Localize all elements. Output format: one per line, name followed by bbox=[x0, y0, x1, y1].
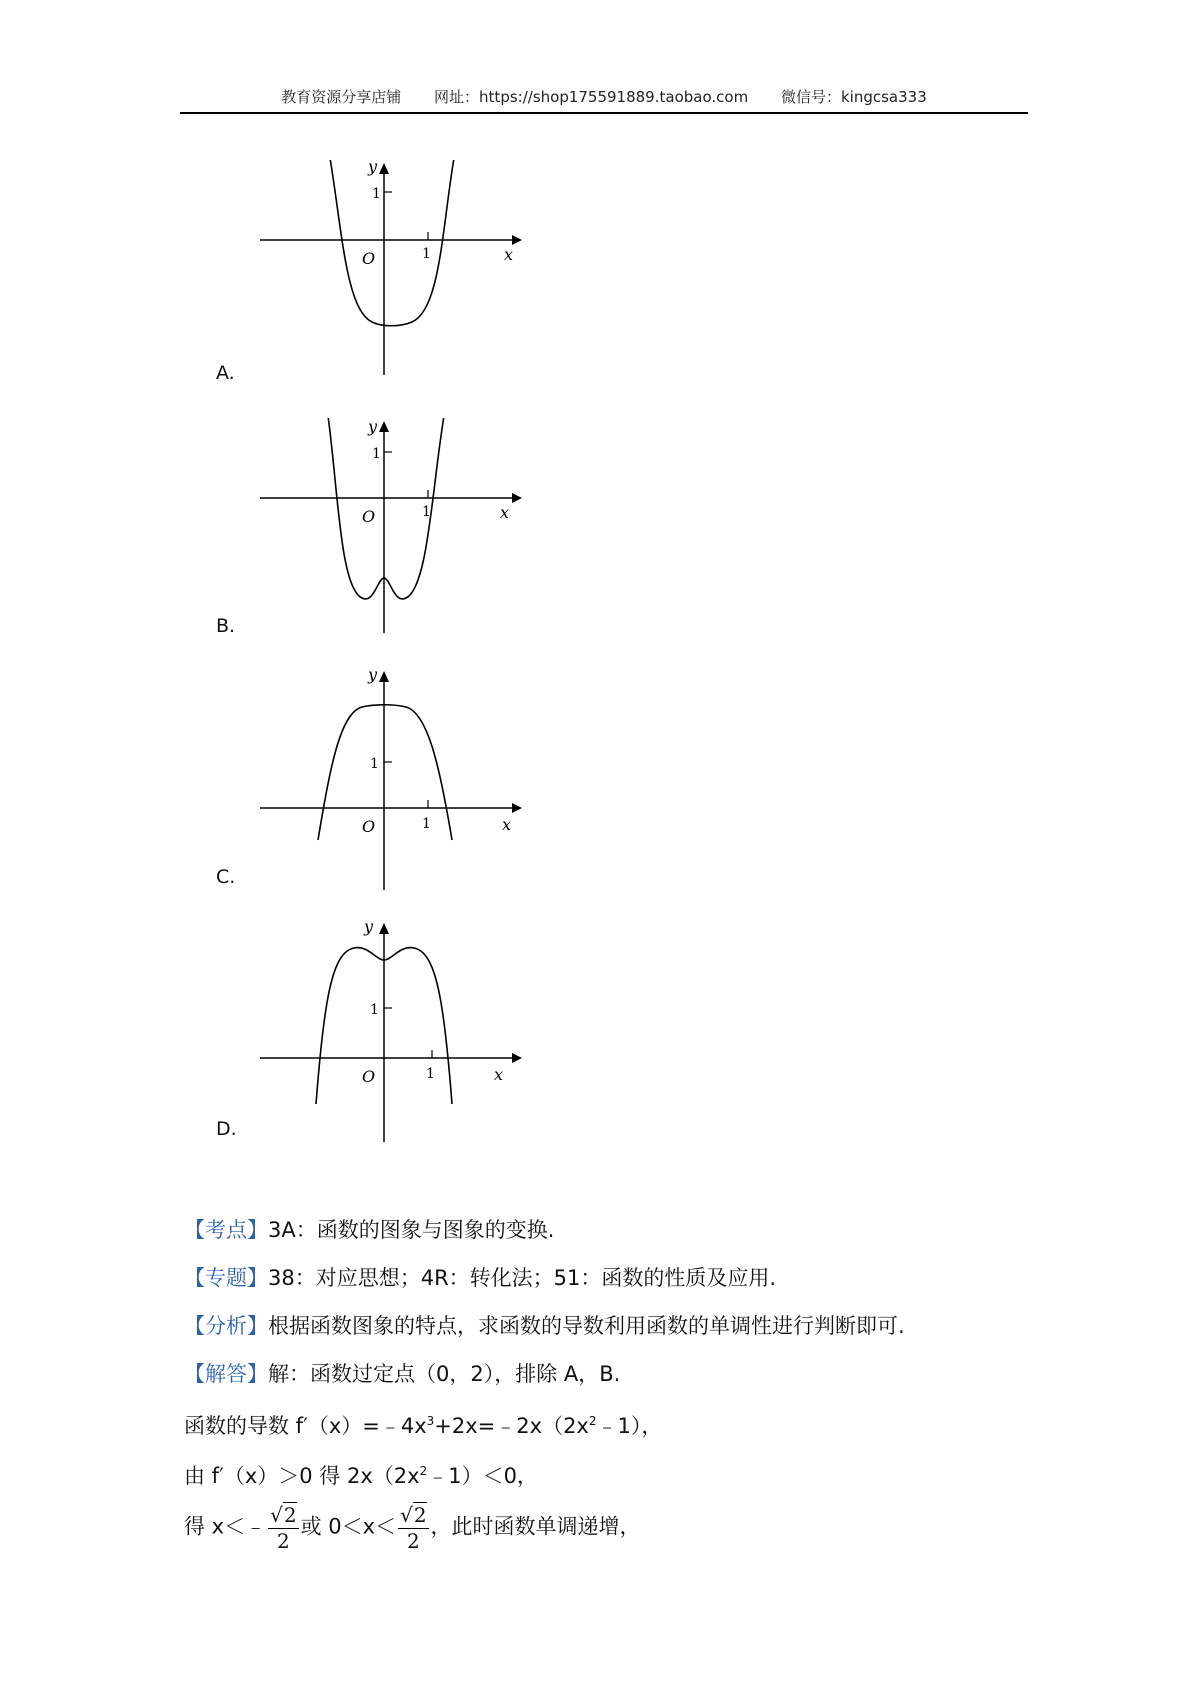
x-axis-label: x bbox=[494, 1065, 504, 1084]
interval-text-b: 或 0＜x＜ bbox=[300, 1514, 397, 1539]
x-axis-label: x bbox=[504, 245, 514, 264]
kaodian-line bbox=[184, 1214, 554, 1244]
option-b-label: B. bbox=[216, 615, 236, 637]
fenxi-line bbox=[184, 1310, 905, 1340]
inequality-text-b: ﹣1）＜0， bbox=[427, 1464, 538, 1488]
sqrt2-over-2-fraction: $\frac{√2}{2}$ bbox=[400, 1503, 427, 1553]
x-tick-one: 1 bbox=[422, 816, 431, 832]
graph-option-d bbox=[250, 920, 530, 1145]
graph-option-a bbox=[250, 160, 530, 380]
graph-option-b bbox=[250, 418, 530, 638]
y-axis-label: y bbox=[368, 418, 378, 436]
graph-a-svg bbox=[250, 160, 530, 380]
origin-label: O bbox=[362, 817, 376, 836]
zhuanti-line bbox=[184, 1262, 776, 1292]
jieda-text: 解：函数过定点（0，2），排除 A，B. bbox=[268, 1362, 621, 1386]
sqrt2-over-2-fraction: $\frac{√2}{2}$ bbox=[270, 1503, 297, 1553]
y-tick-one: 1 bbox=[370, 1002, 379, 1018]
exponent-2: 2 bbox=[588, 1414, 597, 1428]
exponent-3: 3 bbox=[426, 1414, 435, 1428]
kaodian-tag: 【考点】 bbox=[184, 1218, 268, 1242]
option-c-label: C. bbox=[216, 866, 236, 888]
origin-label: O bbox=[362, 249, 376, 268]
derivative-line bbox=[184, 1410, 662, 1440]
fraction-denominator: 2 bbox=[406, 1529, 420, 1553]
zhuanti-text: 38：对应思想；4R：转化法；51：函数的性质及应用. bbox=[268, 1266, 777, 1290]
x-axis-label: x bbox=[500, 503, 510, 522]
kaodian-text: 3A：函数的图象与图象的变换. bbox=[268, 1218, 555, 1242]
exponent-2: 2 bbox=[419, 1464, 428, 1478]
y-axis-label: y bbox=[368, 160, 378, 176]
fraction-denominator: 2 bbox=[276, 1529, 290, 1553]
interval-line bbox=[184, 1502, 641, 1553]
x-tick-one: 1 bbox=[422, 504, 431, 520]
graph-b-svg bbox=[250, 418, 530, 638]
y-tick-one: 1 bbox=[372, 446, 381, 462]
option-a-label: A. bbox=[216, 362, 235, 384]
zhuanti-tag: 【专题】 bbox=[184, 1266, 268, 1290]
origin-label: O bbox=[362, 507, 376, 526]
graph-option-c bbox=[250, 668, 530, 893]
option-d-label: D. bbox=[216, 1118, 237, 1140]
y-axis-label: y bbox=[368, 668, 378, 684]
x-axis-label: x bbox=[502, 815, 512, 834]
interval-text-a: 得 x＜﹣ bbox=[184, 1514, 267, 1539]
fenxi-text: 根据函数图象的特点，求函数的导数利用函数的单调性进行判断即可. bbox=[268, 1314, 905, 1338]
inequality-text-a: 由 f′（x）＞0 得 2x（2x bbox=[184, 1464, 420, 1488]
graph-c-svg bbox=[250, 668, 530, 893]
shop-name: 教育资源分享店铺 bbox=[281, 88, 402, 106]
interval-text-c: ，此时函数单调递增， bbox=[430, 1514, 641, 1539]
origin-label: O bbox=[362, 1067, 376, 1086]
graph-d-svg bbox=[250, 920, 530, 1145]
y-axis-label: y bbox=[364, 920, 374, 936]
inequality-line bbox=[184, 1460, 538, 1490]
derivative-text-c: ﹣1）， bbox=[596, 1414, 663, 1438]
fraction-numerator: 2 bbox=[283, 1503, 297, 1527]
x-tick-one: 1 bbox=[422, 246, 431, 262]
page-header bbox=[180, 86, 1028, 114]
derivative-text-a: 函数的导数 f′（x）=﹣4x bbox=[184, 1414, 427, 1438]
shop-url[interactable]: 网址：https://shop175591889.taobao.com bbox=[434, 88, 749, 106]
x-tick-one: 1 bbox=[426, 1066, 435, 1082]
jieda-line bbox=[184, 1358, 620, 1388]
jieda-tag: 【解答】 bbox=[184, 1362, 268, 1386]
derivative-text-b: +2x=﹣2x（2x bbox=[434, 1414, 589, 1438]
y-tick-one: 1 bbox=[372, 186, 381, 202]
y-tick-one: 1 bbox=[370, 756, 379, 772]
fraction-numerator: 2 bbox=[413, 1503, 427, 1527]
wechat-id: 微信号：kingcsa333 bbox=[780, 88, 927, 106]
fenxi-tag: 【分析】 bbox=[184, 1314, 268, 1338]
